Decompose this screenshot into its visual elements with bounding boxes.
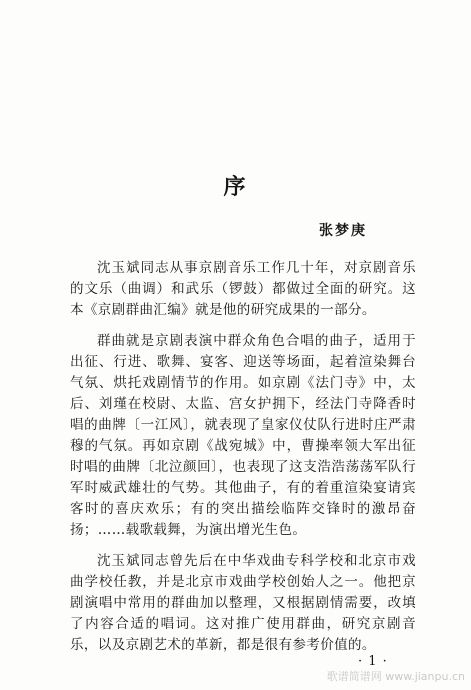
author-name: 张梦庚 bbox=[319, 223, 367, 239]
paragraph: 沈玉斌同志曾先后在中华戏曲专科学校和北京市戏曲学校任教，并是北京市戏曲学校创始人之一。他把京剧演唱中常用的群曲加以整理，又根据剧情需要，改填了内容合适的唱词。这对推广使用群曲，研究京剧音乐，以及京剧艺术的革新，都是很有参考价值的。 bbox=[70, 553, 416, 653]
watermark: 歌谱简谱网 www.jianpu.cn bbox=[326, 670, 465, 683]
page-title: 序 bbox=[223, 174, 248, 200]
paragraph: 群曲就是京剧表演中群众角色合唱的曲子，适用于出征、行进、歌舞、宴客、迎送等场面，起着渲染舞台气氛、烘托戏剧情节的作用。如京剧《法门寺》中，太后、刘瑾在校尉、太监、宫女护拥下，经法门寺降香时唱的曲牌〔一江风〕，就表现了皇家仪仗队行进时庄严肃穆的气氛。再如京剧《战宛城》中，曹操率领大军出征时唱的曲牌〔北泣颜回〕，也表现了这支浩浩荡荡军队行军时威武雄壮的气势。其他曲子，有的着重渲染宴请宾客时的喜庆欢乐；有的突出描绘临阵交锋时的激昂奋扬；……载歌载舞，为演出增光生色。 bbox=[70, 333, 416, 538]
page-number: · 1 · bbox=[358, 654, 388, 669]
body-text bbox=[70, 258, 416, 656]
paragraph: 沈玉斌同志从事京剧音乐工作几十年，对京剧音乐的文乐（曲调）和武乐（锣鼓）都做过全面的研究。这本《京剧群曲汇编》就是他的研究成果的一部分。 bbox=[70, 260, 416, 318]
